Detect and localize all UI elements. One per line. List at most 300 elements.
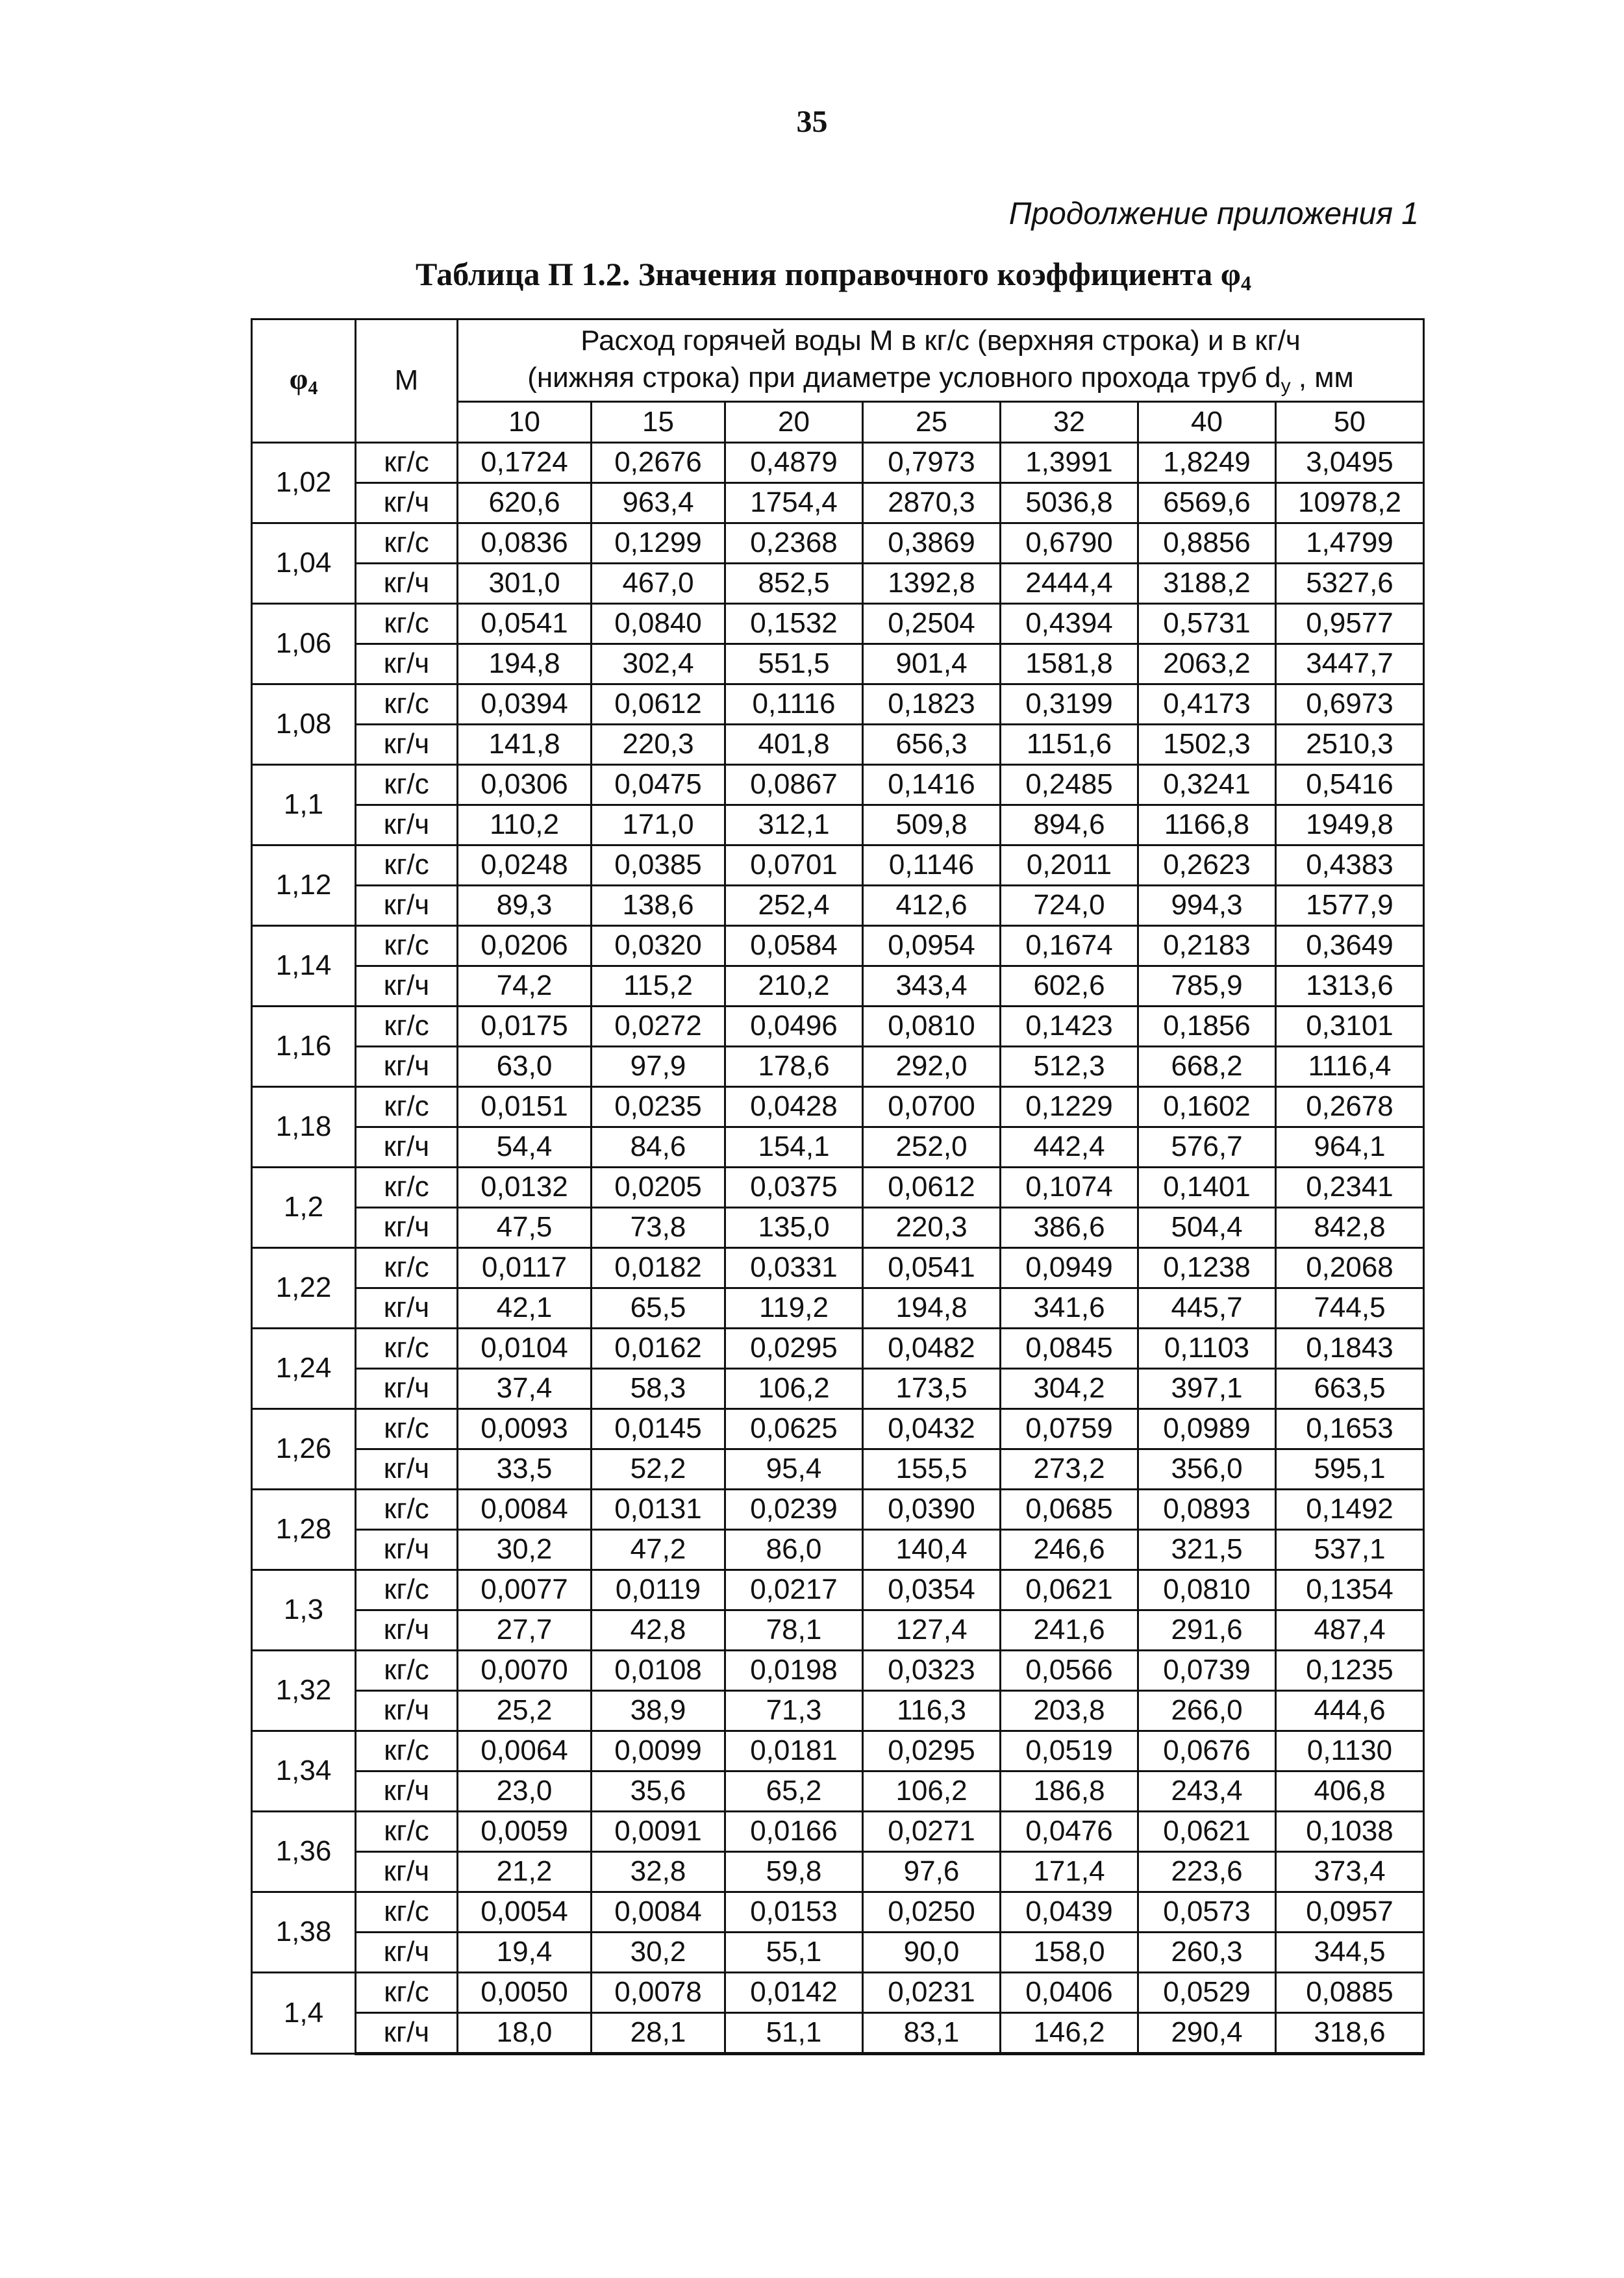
value-cell: 373,4 [1276, 1852, 1424, 1892]
page-number: 35 [796, 105, 828, 139]
value-cell: 0,0235 [592, 1087, 725, 1127]
value-cell: 467,0 [592, 564, 725, 604]
value-cell: 0,0989 [1138, 1409, 1276, 1449]
value-cell: 0,0612 [863, 1168, 1001, 1208]
value-cell: 0,4394 [1001, 604, 1138, 644]
unit-label: кг/с [356, 1409, 458, 1449]
value-cell: 1116,4 [1276, 1047, 1424, 1087]
value-cell: 171,4 [1001, 1852, 1138, 1892]
value-cell: 852,5 [725, 564, 863, 604]
value-cell: 220,3 [592, 725, 725, 765]
value-cell: 0,0054 [458, 1892, 592, 1933]
unit-label: кг/с [356, 1651, 458, 1691]
table-row-kgs [252, 1892, 1424, 1933]
phi-value: 1,28 [252, 1490, 356, 1570]
value-cell: 301,0 [458, 564, 592, 604]
value-cell: 1754,4 [725, 483, 863, 523]
value-cell: 1,4799 [1276, 523, 1424, 564]
value-cell: 0,0206 [458, 926, 592, 966]
value-cell: 0,0217 [725, 1570, 863, 1610]
value-cell: 0,0573 [1138, 1892, 1276, 1933]
value-cell: 0,3199 [1001, 684, 1138, 725]
value-cell: 141,8 [458, 725, 592, 765]
value-cell: 0,0119 [592, 1570, 725, 1610]
value-cell: 1151,6 [1001, 725, 1138, 765]
value-cell: 25,2 [458, 1691, 592, 1731]
diameter-header: 32 [1001, 402, 1138, 443]
value-cell: 95,4 [725, 1449, 863, 1490]
value-cell: 0,1074 [1001, 1168, 1138, 1208]
value-cell: 47,2 [592, 1530, 725, 1570]
value-cell: 223,6 [1138, 1852, 1276, 1892]
value-cell: 656,3 [863, 725, 1001, 765]
phi-value: 1,32 [252, 1651, 356, 1731]
value-cell: 0,0845 [1001, 1329, 1138, 1369]
value-cell: 0,0621 [1138, 1812, 1276, 1852]
value-cell: 0,6973 [1276, 684, 1424, 725]
value-cell: 0,0475 [592, 765, 725, 805]
unit-label: кг/ч [356, 644, 458, 684]
value-cell: 63,0 [458, 1047, 592, 1087]
value-cell: 30,2 [458, 1530, 592, 1570]
value-cell: 0,1038 [1276, 1812, 1424, 1852]
value-cell: 203,8 [1001, 1691, 1138, 1731]
value-cell: 0,0142 [725, 1973, 863, 2013]
value-cell: 0,0306 [458, 765, 592, 805]
value-cell: 291,6 [1138, 1610, 1276, 1651]
value-cell: 0,9577 [1276, 604, 1424, 644]
unit-label: кг/ч [356, 1288, 458, 1329]
value-cell: 74,2 [458, 966, 592, 1007]
value-cell: 343,4 [863, 966, 1001, 1007]
value-cell: 504,4 [1138, 1208, 1276, 1248]
value-cell: 0,0541 [863, 1248, 1001, 1288]
value-cell: 138,6 [592, 886, 725, 926]
value-cell: 292,0 [863, 1047, 1001, 1087]
table-row-kgs [252, 1651, 1424, 1691]
value-cell: 576,7 [1138, 1127, 1276, 1168]
value-cell: 71,3 [725, 1691, 863, 1731]
phi-value: 1,1 [252, 765, 356, 845]
table-row-kgs [252, 1087, 1424, 1127]
value-cell: 106,2 [863, 1771, 1001, 1812]
unit-label: кг/с [356, 684, 458, 725]
table-row-kgh [252, 1771, 1424, 1812]
unit-label: кг/ч [356, 564, 458, 604]
unit-label: кг/с [356, 604, 458, 644]
value-cell: 0,0104 [458, 1329, 592, 1369]
value-cell: 0,2341 [1276, 1168, 1424, 1208]
table-row-kgh [252, 564, 1424, 604]
table-title [416, 253, 1251, 304]
value-cell: 0,0117 [458, 1248, 592, 1288]
unit-label: кг/с [356, 1892, 458, 1933]
value-cell: 21,2 [458, 1852, 592, 1892]
value-cell: 0,1823 [863, 684, 1001, 725]
value-cell: 0,0295 [863, 1731, 1001, 1771]
value-cell: 0,0676 [1138, 1731, 1276, 1771]
table-row-kgh [252, 1610, 1424, 1651]
value-cell: 0,1229 [1001, 1087, 1138, 1127]
value-cell: 0,1238 [1138, 1248, 1276, 1288]
table-row-kgh [252, 644, 1424, 684]
header-m: М [356, 319, 458, 443]
diameter-header: 25 [863, 402, 1001, 443]
value-cell: 89,3 [458, 886, 592, 926]
value-cell: 0,0093 [458, 1409, 592, 1449]
value-cell: 0,0271 [863, 1812, 1001, 1852]
value-cell: 0,0390 [863, 1490, 1001, 1530]
value-cell: 0,0084 [592, 1892, 725, 1933]
phi-value: 1,26 [252, 1409, 356, 1490]
value-cell: 551,5 [725, 644, 863, 684]
value-cell: 487,4 [1276, 1610, 1424, 1651]
value-cell: 785,9 [1138, 966, 1276, 1007]
unit-label: кг/ч [356, 1369, 458, 1409]
table-title-subscript: 4 [1241, 271, 1251, 295]
value-cell: 0,0375 [725, 1168, 863, 1208]
value-cell: 0,0182 [592, 1248, 725, 1288]
value-cell: 10978,2 [1276, 483, 1424, 523]
table-row-kgh [252, 2013, 1424, 2054]
value-cell: 444,6 [1276, 1691, 1424, 1731]
value-cell: 0,0231 [863, 1973, 1001, 2013]
unit-label: кг/с [356, 1087, 458, 1127]
unit-label: кг/с [356, 1007, 458, 1047]
value-cell: 0,2623 [1138, 845, 1276, 886]
phi-value: 1,18 [252, 1087, 356, 1168]
table-row-kgh [252, 1933, 1424, 1973]
value-cell: 1581,8 [1001, 644, 1138, 684]
value-cell: 0,0077 [458, 1570, 592, 1610]
value-cell: 290,4 [1138, 2013, 1276, 2054]
value-cell: 32,8 [592, 1852, 725, 1892]
value-cell: 663,5 [1276, 1369, 1424, 1409]
table-row-kgs [252, 604, 1424, 644]
value-cell: 115,2 [592, 966, 725, 1007]
value-cell: 0,0685 [1001, 1490, 1138, 1530]
value-cell: 0,1856 [1138, 1007, 1276, 1047]
value-cell: 3188,2 [1138, 564, 1276, 604]
table-row-kgs [252, 1490, 1424, 1530]
value-cell: 901,4 [863, 644, 1001, 684]
unit-label: кг/ч [356, 1852, 458, 1892]
header-caption-units: , мм [1290, 362, 1354, 394]
value-cell: 266,0 [1138, 1691, 1276, 1731]
value-cell: 0,2183 [1138, 926, 1276, 966]
table-row-kgh [252, 1852, 1424, 1892]
unit-label: кг/с [356, 523, 458, 564]
table-row-kgh [252, 1530, 1424, 1570]
unit-label: кг/с [356, 1570, 458, 1610]
value-cell: 97,6 [863, 1852, 1001, 1892]
value-cell: 0,0496 [725, 1007, 863, 1047]
value-cell: 252,0 [863, 1127, 1001, 1168]
table-row-kgh [252, 805, 1424, 845]
value-cell: 6569,6 [1138, 483, 1276, 523]
unit-label: кг/с [356, 1973, 458, 2013]
value-cell: 0,1235 [1276, 1651, 1424, 1691]
value-cell: 0,1103 [1138, 1329, 1276, 1369]
value-cell: 0,0584 [725, 926, 863, 966]
unit-label: кг/ч [356, 1530, 458, 1570]
unit-label: кг/ч [356, 1449, 458, 1490]
value-cell: 73,8 [592, 1208, 725, 1248]
table-row-kgh [252, 1047, 1424, 1087]
value-cell: 65,5 [592, 1288, 725, 1329]
value-cell: 0,3101 [1276, 1007, 1424, 1047]
value-cell: 0,2678 [1276, 1087, 1424, 1127]
value-cell: 0,0385 [592, 845, 725, 886]
value-cell: 158,0 [1001, 1933, 1138, 1973]
phi-value: 1,04 [252, 523, 356, 604]
value-cell: 0,0885 [1276, 1973, 1424, 2013]
value-cell: 356,0 [1138, 1449, 1276, 1490]
table-row-kgs [252, 926, 1424, 966]
value-cell: 0,0084 [458, 1490, 592, 1530]
value-cell: 51,1 [725, 2013, 863, 2054]
value-cell: 302,4 [592, 644, 725, 684]
table-row-kgh [252, 1449, 1424, 1490]
value-cell: 135,0 [725, 1208, 863, 1248]
phi-value: 1,36 [252, 1812, 356, 1892]
value-cell: 55,1 [725, 1933, 863, 1973]
value-cell: 210,2 [725, 966, 863, 1007]
value-cell: 0,0320 [592, 926, 725, 966]
value-cell: 0,2011 [1001, 845, 1138, 886]
value-cell: 246,6 [1001, 1530, 1138, 1570]
table-row-kgs [252, 1007, 1424, 1047]
unit-label: кг/ч [356, 805, 458, 845]
phi-value: 1,24 [252, 1329, 356, 1409]
value-cell: 0,0132 [458, 1168, 592, 1208]
value-cell: 0,0198 [725, 1651, 863, 1691]
value-cell: 0,0175 [458, 1007, 592, 1047]
value-cell: 0,0840 [592, 604, 725, 644]
unit-label: кг/ч [356, 1933, 458, 1973]
value-cell: 1,3991 [1001, 443, 1138, 483]
value-cell: 154,1 [725, 1127, 863, 1168]
value-cell: 0,0759 [1001, 1409, 1138, 1449]
value-cell: 97,9 [592, 1047, 725, 1087]
header-caption-line2: (нижняя строка) при диаметре условного прохода труб d [527, 362, 1281, 394]
table-row-kgs [252, 1248, 1424, 1288]
value-cell: 0,3869 [863, 523, 1001, 564]
value-cell: 595,1 [1276, 1449, 1424, 1490]
value-cell: 186,8 [1001, 1771, 1138, 1812]
table-row-kgs [252, 684, 1424, 725]
value-cell: 445,7 [1138, 1288, 1276, 1329]
value-cell: 0,0162 [592, 1329, 725, 1369]
value-cell: 0,0354 [863, 1570, 1001, 1610]
value-cell: 243,4 [1138, 1771, 1276, 1812]
value-cell: 0,4383 [1276, 845, 1424, 886]
unit-label: кг/с [356, 1731, 458, 1771]
value-cell: 194,8 [863, 1288, 1001, 1329]
value-cell: 0,4173 [1138, 684, 1276, 725]
value-cell: 0,1492 [1276, 1490, 1424, 1530]
value-cell: 744,5 [1276, 1288, 1424, 1329]
value-cell: 537,1 [1276, 1530, 1424, 1570]
value-cell: 0,0272 [592, 1007, 725, 1047]
value-cell: 0,1532 [725, 604, 863, 644]
value-cell: 0,0612 [592, 684, 725, 725]
value-cell: 0,0566 [1001, 1651, 1138, 1691]
value-cell: 0,6790 [1001, 523, 1138, 564]
value-cell: 0,0541 [458, 604, 592, 644]
value-cell: 0,0050 [458, 1973, 592, 2013]
value-cell: 509,8 [863, 805, 1001, 845]
value-cell: 0,0131 [592, 1490, 725, 1530]
value-cell: 0,0519 [1001, 1731, 1138, 1771]
value-cell: 83,1 [863, 2013, 1001, 2054]
table-row-kgs [252, 1731, 1424, 1771]
unit-label: кг/ч [356, 886, 458, 926]
table-row-kgh [252, 966, 1424, 1007]
value-cell: 3447,7 [1276, 644, 1424, 684]
value-cell: 23,0 [458, 1771, 592, 1812]
value-cell: 0,0700 [863, 1087, 1001, 1127]
table-row-kgh [252, 1369, 1424, 1409]
unit-label: кг/ч [356, 1127, 458, 1168]
value-cell: 30,2 [592, 1933, 725, 1973]
value-cell: 0,1674 [1001, 926, 1138, 966]
value-cell: 0,0099 [592, 1731, 725, 1771]
value-cell: 0,0064 [458, 1731, 592, 1771]
value-cell: 0,0070 [458, 1651, 592, 1691]
value-cell: 0,0166 [725, 1812, 863, 1852]
value-cell: 110,2 [458, 805, 592, 845]
value-cell: 86,0 [725, 1530, 863, 1570]
phi-value: 1,3 [252, 1570, 356, 1651]
value-cell: 0,1724 [458, 443, 592, 483]
header-caption-subscript: y [1280, 375, 1291, 397]
value-cell: 0,0836 [458, 523, 592, 564]
table-row-kgs [252, 765, 1424, 805]
unit-label: кг/ч [356, 1047, 458, 1087]
table-row-kgh [252, 1288, 1424, 1329]
value-cell: 18,0 [458, 2013, 592, 2054]
value-cell: 0,0810 [863, 1007, 1001, 1047]
unit-label: кг/ч [356, 2013, 458, 2054]
table-row-kgh [252, 1691, 1424, 1731]
unit-label: кг/с [356, 1490, 458, 1530]
value-cell: 0,0810 [1138, 1570, 1276, 1610]
value-cell: 5327,6 [1276, 564, 1424, 604]
value-cell: 0,7973 [863, 443, 1001, 483]
value-cell: 0,0476 [1001, 1812, 1138, 1852]
unit-label: кг/с [356, 765, 458, 805]
phi-value: 1,08 [252, 684, 356, 765]
value-cell: 0,0145 [592, 1409, 725, 1449]
value-cell: 406,8 [1276, 1771, 1424, 1812]
value-cell: 252,4 [725, 886, 863, 926]
value-cell: 0,0957 [1276, 1892, 1424, 1933]
header-caption-line1: Расход горячей воды М в кг/с (верхняя строка) и в кг/ч [581, 324, 1301, 357]
phi-value: 1,14 [252, 926, 356, 1007]
value-cell: 220,3 [863, 1208, 1001, 1248]
value-cell: 0,0439 [1001, 1892, 1138, 1933]
value-cell: 0,2368 [725, 523, 863, 564]
value-cell: 0,1116 [725, 684, 863, 725]
phi-value: 1,12 [252, 845, 356, 926]
value-cell: 54,4 [458, 1127, 592, 1168]
value-cell: 78,1 [725, 1610, 863, 1651]
continuation-note: Продолжение приложения 1 [1008, 197, 1419, 231]
table-row-kgs [252, 845, 1424, 886]
value-cell: 318,6 [1276, 2013, 1424, 2054]
value-cell: 146,2 [1001, 2013, 1138, 2054]
unit-label: кг/с [356, 926, 458, 966]
value-cell: 0,4879 [725, 443, 863, 483]
value-cell: 127,4 [863, 1610, 1001, 1651]
value-cell: 42,1 [458, 1288, 592, 1329]
value-cell: 59,8 [725, 1852, 863, 1892]
table-row-kgh [252, 1127, 1424, 1168]
value-cell: 58,3 [592, 1369, 725, 1409]
table-row-kgs [252, 1973, 1424, 2013]
value-cell: 28,1 [592, 2013, 725, 2054]
value-cell: 0,1354 [1276, 1570, 1424, 1610]
value-cell: 668,2 [1138, 1047, 1276, 1087]
phi-value: 1,02 [252, 443, 356, 523]
value-cell: 0,1653 [1276, 1409, 1424, 1449]
unit-label: кг/с [356, 1168, 458, 1208]
value-cell: 0,2068 [1276, 1248, 1424, 1288]
value-cell: 0,1146 [863, 845, 1001, 886]
value-cell: 0,2485 [1001, 765, 1138, 805]
value-cell: 35,6 [592, 1771, 725, 1812]
value-cell: 37,4 [458, 1369, 592, 1409]
value-cell: 106,2 [725, 1369, 863, 1409]
value-cell: 5036,8 [1001, 483, 1138, 523]
table-row-kgs [252, 1570, 1424, 1610]
value-cell: 0,0078 [592, 1973, 725, 2013]
unit-label: кг/ч [356, 1610, 458, 1651]
diameter-header: 50 [1276, 402, 1424, 443]
value-cell: 312,1 [725, 805, 863, 845]
value-cell: 0,0059 [458, 1812, 592, 1852]
value-cell: 0,8856 [1138, 523, 1276, 564]
header-caption [458, 319, 1424, 402]
value-cell: 42,8 [592, 1610, 725, 1651]
table-row-kgh [252, 886, 1424, 926]
value-cell: 1392,8 [863, 564, 1001, 604]
unit-label: кг/ч [356, 1771, 458, 1812]
value-cell: 620,6 [458, 483, 592, 523]
value-cell: 0,0428 [725, 1087, 863, 1127]
value-cell: 241,6 [1001, 1610, 1138, 1651]
table-row-kgs [252, 523, 1424, 564]
diameter-header: 20 [725, 402, 863, 443]
value-cell: 0,0331 [725, 1248, 863, 1288]
table-row-kgs [252, 1409, 1424, 1449]
value-cell: 0,5416 [1276, 765, 1424, 805]
value-cell: 2510,3 [1276, 725, 1424, 765]
value-cell: 1166,8 [1138, 805, 1276, 845]
value-cell: 412,6 [863, 886, 1001, 926]
value-cell: 0,0239 [725, 1490, 863, 1530]
value-cell: 260,3 [1138, 1933, 1276, 1973]
table-header [252, 319, 1424, 443]
correction-factor-table [251, 318, 1425, 2055]
value-cell: 0,0406 [1001, 1973, 1138, 2013]
value-cell: 0,0250 [863, 1892, 1001, 1933]
value-cell: 842,8 [1276, 1208, 1424, 1248]
unit-label: кг/ч [356, 483, 458, 523]
value-cell: 0,1843 [1276, 1329, 1424, 1369]
value-cell: 0,0949 [1001, 1248, 1138, 1288]
